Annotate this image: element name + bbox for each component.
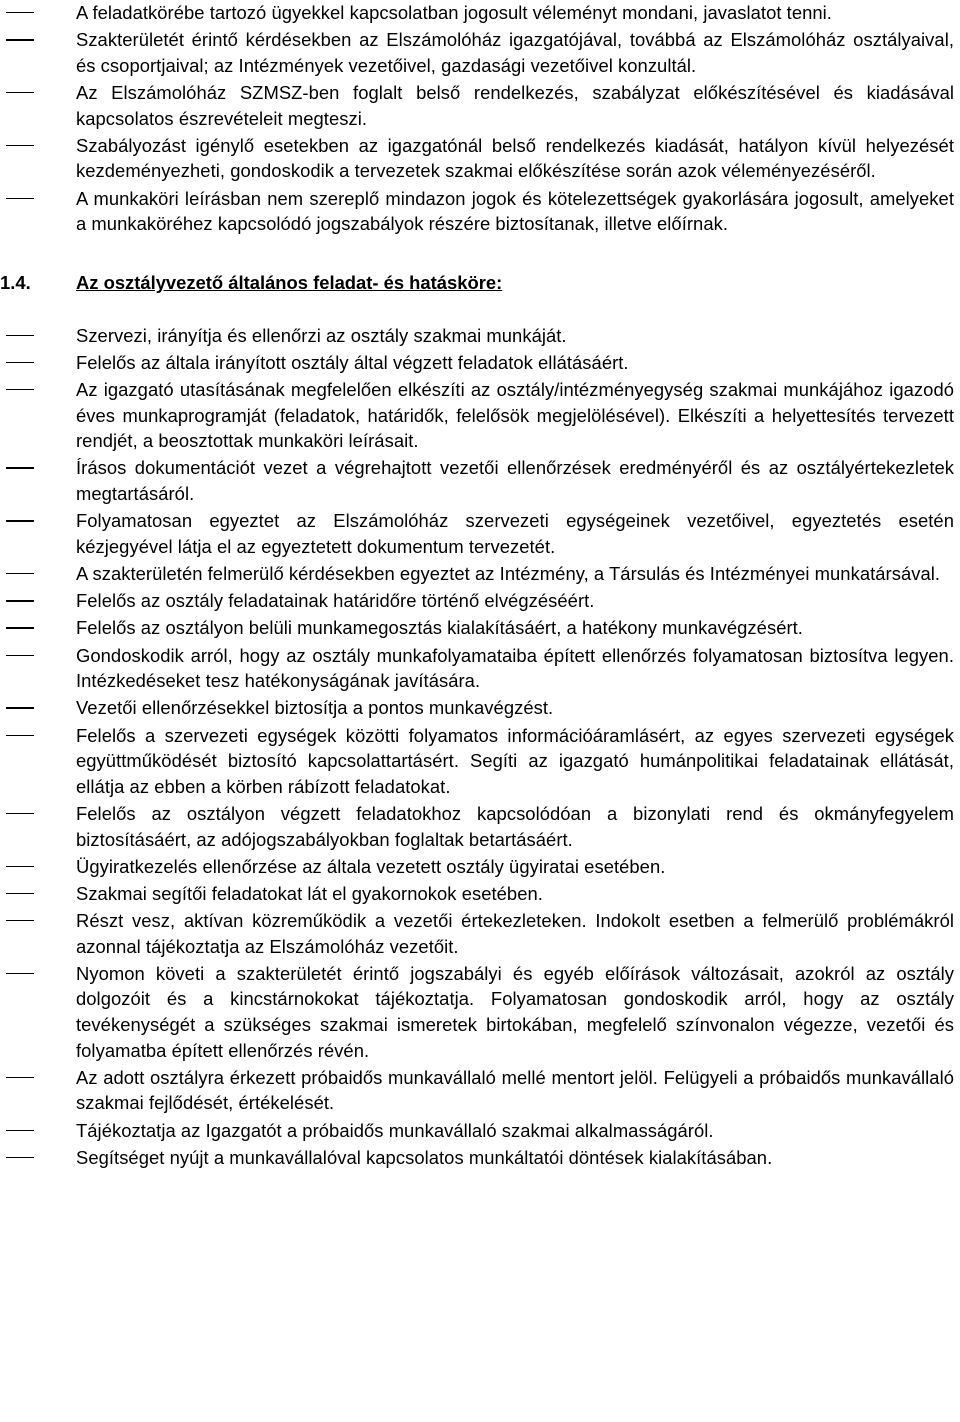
list-item-text: Nyomon követi a szakterületét érintő jogszabályi és egyéb előírások változásait, azokról az osztály dolgozóit és a kincstárnokokat tájékoztatja. Folyamatosan gondoskodik arról, hogy az osztály tevékenységét a szükséges szakmai ismeretek birtokában, megfelelő színvonalon végezze, vezetői és folyamatba épített ellenőrzés révén. (76, 962, 954, 1061)
dash-bullet (6, 92, 34, 93)
list-item (0, 1118, 960, 1144)
list-item-text: Ügyiratkezelés ellenőrzése az általa vezetett osztály ügyiratai esetében. (76, 855, 666, 877)
dash-bullet (6, 573, 34, 574)
dash-bullet (6, 335, 34, 336)
list-item-text: Felelős az osztály feladatainak határidőre történő elvégzéséért. (76, 590, 595, 612)
list-item (0, 615, 960, 641)
list-item-text: A munkaköri leírásban nem szereplő mindazon jogok és kötelezettségek gyakorlására jogosult, amelyeket a munkaköréhez kapcsolódó jogszabályok részére biztosítanak, illetve előírnak. (76, 187, 954, 235)
dash-bullet (6, 655, 34, 656)
list-item (0, 323, 960, 349)
list-item (0, 455, 960, 506)
list-item (0, 377, 960, 454)
list-item-text: Szervezi, irányítja és ellenőrzi az osztály szakmai munkáját. (76, 324, 567, 346)
list-item (0, 27, 960, 78)
list-item-text: Írásos dokumentációt vezet a végrehajtott vezetői ellenőrzések eredményéről és az osztályértekezletek megtartásáról. (76, 457, 954, 505)
list-item-text: Segítséget nyújt a munkavállalóval kapcsolatos munkáltatói döntések kialakításában. (76, 1146, 773, 1168)
list-item-text: Szakterületét érintő kérdésekben az Elszámolóház igazgatójával, továbbá az Elszámolóház osztályaival, és csoportjaival; az Intézmények vezetőivel, gazdasági vezetőivel konzultál. (76, 29, 954, 76)
dash-bullet (6, 627, 34, 628)
dash-bullet (6, 707, 34, 708)
list-item-text: Felelős az osztályon belüli munkamegosztás kialakításáért, a hatékony munkavégzésért. (76, 617, 803, 639)
list-item-text: Vezetői ellenőrzésekkel biztosítja a pontos munkavégzést. (76, 697, 554, 719)
list-item (0, 1145, 960, 1171)
list-item (0, 508, 960, 559)
list-item (0, 881, 960, 907)
dash-bullet (6, 198, 34, 199)
dash-bullet (6, 520, 34, 521)
dash-bullet (6, 893, 34, 894)
list-item-text: Részt vesz, aktívan közreműködik a vezetői értekezleteken. Indokolt esetben a felmerülő problémákról azonnal tájékoztatja az Elszámolóház vezetőit. (76, 910, 954, 957)
list-item-text: Felelős az általa irányított osztály által végzett feladatok ellátásáért. (76, 351, 629, 373)
list-item-text: A szakterületén felmerülő kérdésekben egyeztet az Intézmény, a Társulás és Intézményei munkatársával. (76, 563, 941, 585)
list-item (0, 854, 960, 880)
dash-bullet (6, 467, 34, 468)
dash-bullet (6, 920, 34, 921)
dash-bullet (6, 39, 34, 40)
list-item-text: Az Elszámolóház SZMSZ-ben foglalt belső rendelkezés, szabályzat előkészítésével és kiadásával kapcsolatos észrevételeit megteszi. (76, 81, 954, 129)
dash-bullet (6, 145, 34, 146)
list-item (0, 801, 960, 852)
list-item-text: Az igazgató utasításának megfelelően elkészíti az osztály/intézményegység szakmai munkájához igazodó éves munkaprogramját (feladatok, határidők, felelősök megjelölésével). Elkészíti a helyettesítés tervezett rendjét, a beosztottak munkaköri leírásait. (76, 379, 954, 452)
dash-bullet (6, 1130, 34, 1131)
list-item-text: Felelős a szervezeti egységek közötti folyamatos információáramlásért, az egyes szervezeti egységek együttműködését biztosító kapcsolattartásért. Segíti az igazgató humánpolitikai feladatainak ellátását, ellátja az ebben a körben rábízott feladatokat. (76, 724, 954, 797)
list-item (0, 643, 960, 694)
list-item-text: Folyamatosan egyeztet az Elszámolóház szervezeti egységeinek vezetőivel, egyeztetés esetén kézjegyével látja el az egyeztetett dokumentum tervezetét. (76, 510, 954, 557)
list-item-text: Az adott osztályra érkezett próbaidős munkavállaló mellé mentort jelöl. Felügyeli a próbaidős munkavállaló szakmai fejlődését, értékelését. (76, 1066, 954, 1114)
list-item-text: Tájékoztatja az Igazgatót a próbaidős munkavállaló szakmai alkalmasságáról. (76, 1119, 714, 1141)
dash-bullet (6, 813, 34, 814)
list-item (0, 186, 960, 237)
dash-bullet (6, 1077, 34, 1078)
list-item-text: Gondoskodik arról, hogy az osztály munkafolyamataiba épített ellenőrzés folyamatosan biztosítva legyen. Intézkedéseket tesz hatékonyságának javítására. (76, 644, 954, 692)
list-item-text: Felelős az osztályon végzett feladatokhoz kapcsolódóan a bizonylati rend és okmányfegyelem biztosításáért, az adójogszabályokban foglaltak betartásáért. (76, 802, 954, 850)
section-number: 1.4. (0, 271, 31, 293)
list-item (0, 588, 960, 614)
list-item (0, 1065, 960, 1116)
dash-bullet (6, 1157, 34, 1158)
list-item (0, 133, 960, 184)
list-item (0, 723, 960, 800)
dash-bullet (6, 12, 34, 13)
section-heading (0, 270, 960, 296)
dash-bullet (6, 866, 34, 867)
list-item (0, 0, 960, 26)
list-permissions (0, 0, 960, 237)
list-item (0, 561, 960, 587)
dash-bullet (6, 600, 34, 601)
list-item (0, 961, 960, 1063)
dash-bullet (6, 735, 34, 736)
list-duties (0, 323, 960, 1171)
section-title: Az osztályvezető általános feladat- és hatásköre: (76, 271, 503, 293)
list-item (0, 350, 960, 376)
list-item-text: Szakmai segítői feladatokat lát el gyakornokok esetében. (76, 882, 543, 904)
dash-bullet (6, 362, 34, 363)
dash-bullet (6, 389, 34, 390)
list-item (0, 80, 960, 131)
dash-bullet (6, 973, 34, 974)
list-item-text: Szabályozást igénylő esetekben az igazgatónál belső rendelkezés kiadását, hatályon kívül helyezését kezdeményezheti, gondoskodik a tervezetek szakmai előkészítése során azok véleményezéséről. (76, 134, 954, 182)
list-item (0, 908, 960, 959)
list-item-text: A feladatkörébe tartozó ügyekkel kapcsolatban jogosult véleményt mondani, javaslatot tenni. (76, 2, 832, 23)
list-item (0, 695, 960, 721)
